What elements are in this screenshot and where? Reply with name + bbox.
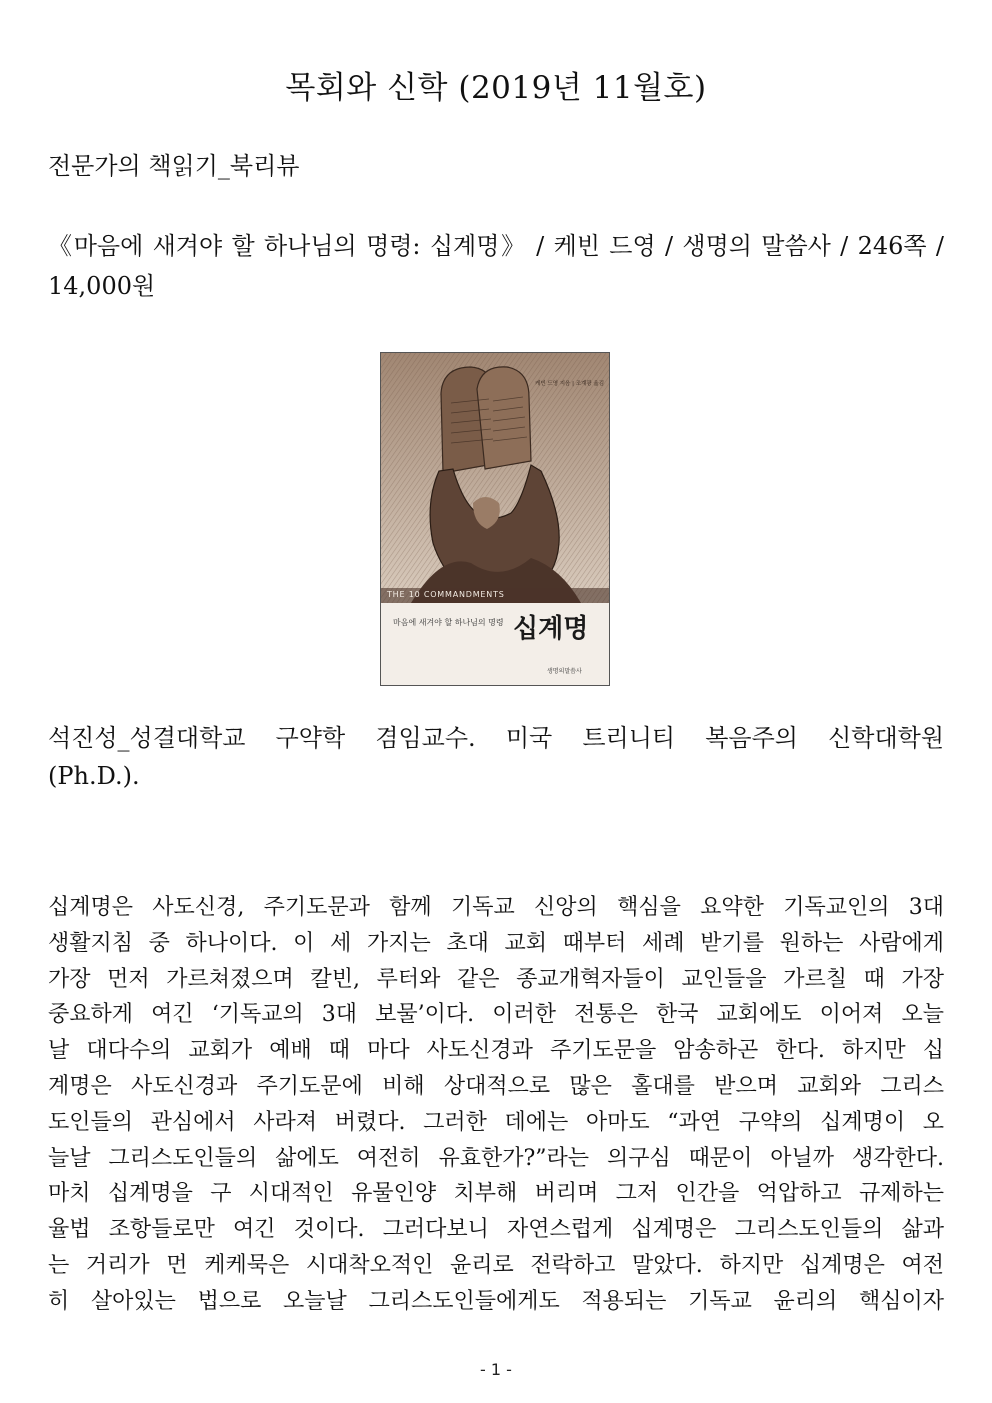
cover-title: 십계명 (513, 614, 589, 644)
page-title: 목회와 신학 (2019년 11월호) (285, 70, 707, 106)
body-line: 늘날 그리스도인들의 삶에도 여전히 유효한가?”라는 의구심 때문이 아닐까 생각한다. (48, 1145, 944, 1171)
body-line: 생활지침 중 하나이다. 이 세 가지는 초대 교회 때부터 세례 받기를 원하는 사람에게 (48, 930, 944, 956)
body-line: 중요하게 여긴 ‘기독교의 3대 보물’이다. 이러한 전통은 한국 교회에도 이어져 오늘 (48, 1002, 944, 1028)
cover-subtitle: 마음에 새겨야 할 하나님의 명령 (393, 618, 504, 627)
body-line: 마치 십계명을 구 시대적인 유물인양 치부해 버리며 그저 인간을 억압하고 규제하는 (48, 1181, 944, 1207)
section-label: 전문가의 책읽기_북리뷰 (48, 152, 300, 180)
page-number: - 1 - (480, 1360, 512, 1379)
body-line: 히 살아있는 법으로 오늘날 그리스도인들에게도 적용되는 기독교 윤리의 핵심이자 (48, 1288, 944, 1314)
body-line: 날 대다수의 교회가 예배 때 마다 사도신경과 주기도문을 암송하곤 한다. 하지만 십 (48, 1038, 944, 1064)
book-cover-illustration (381, 353, 609, 685)
book-info: 《마음에 새겨야 할 하나님의 명령: 십계명》 / 케빈 드영 / 생명의 말씀사 / 246쪽 / 14,000원 (48, 232, 944, 300)
reviewer-line-2: (Ph.D.). (48, 762, 140, 790)
body-line: 율법 조항들로만 여긴 것이다. 그러다보니 자연스럽게 십계명은 그리스도인들의 삶과 (48, 1217, 944, 1243)
body-line: 가장 먼저 가르쳐졌으며 칼빈, 루터와 같은 종교개혁자들이 교인들을 가르칠 때 가장 (48, 966, 944, 992)
body-line: 십계명은 사도신경, 주기도문과 함께 기독교 신앙의 핵심을 요약한 기독교인의 3대 (48, 895, 944, 920)
cover-english-title: THE 10 COMMANDMENTS (387, 590, 505, 599)
reviewer-line-1: 석진성_성결대학교 구약학 겸임교수. 미국 트리니티 복음주의 신학대학원 (48, 724, 944, 752)
body-line: 도인들의 관심에서 사라져 버렸다. 그러한 데에는 아마도 “과연 구약의 십계명이 오 (48, 1109, 944, 1135)
body-line: 계명은 사도신경과 주기도문에 비해 상대적으로 많은 홀대를 받으며 교회와 그리스 (48, 1073, 944, 1099)
cover-publisher: 생명의말씀사 (547, 668, 582, 675)
body-text (48, 890, 944, 1320)
cover-author-line: 케빈 드영 지음 | 조계광 옮김 (535, 381, 605, 387)
reviewer-info (48, 719, 944, 795)
book-cover-image (380, 352, 610, 686)
body-line: 는 거리가 먼 케케묵은 시대착오적인 윤리로 전락하고 말았다. 하지만 십계명은 여전 (48, 1252, 944, 1278)
